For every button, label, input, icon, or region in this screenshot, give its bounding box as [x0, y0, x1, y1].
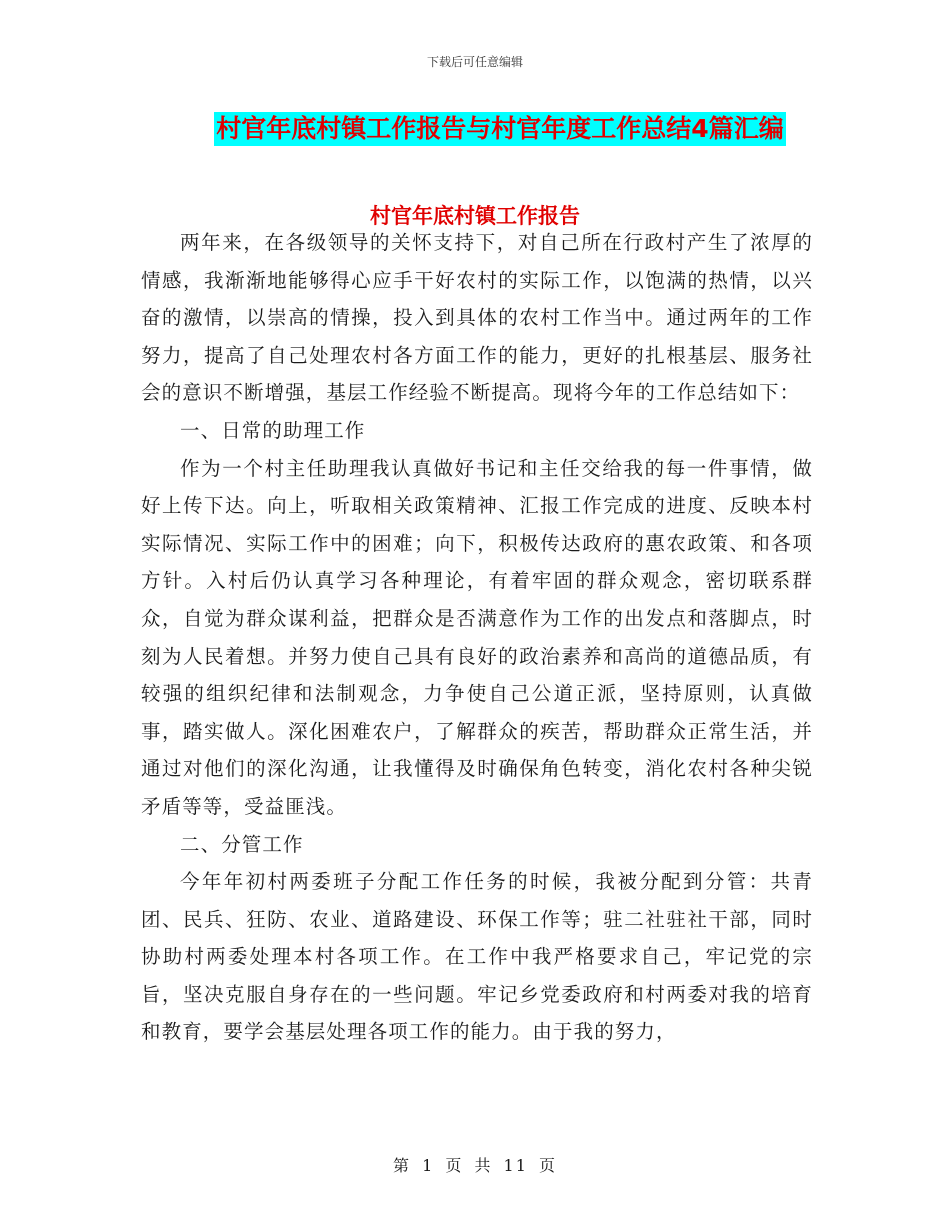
main-title: 村官年底村镇工作报告与村官年度工作总结4篇汇编: [214, 112, 785, 146]
paragraph-daily-work: 作为一个村主任助理我认真做好书记和主任交给我的每一件事情，做好上传下达。向上，听取相关政策精神、汇报工作完成的进度、反映本村实际情况、实际工作中的困难；向下，积极传达政府的惠农政策、和各项方针。入村后仍认真学习各种理论，有着牢固的群众观念，密切联系群众，自觉为群众谋利益，把群众是否满意作为工作的出发点和落脚点，时刻为人民着想。并努力使自己具有良好的政治素养和高尚的道德品质，有较强的组织纪律和法制观念，力争使自己公道正派，坚持原则，认真做事，踏实做人。深化困难农户，了解群众的疾苦，帮助群众正常生活，并通过对他们的深化沟通，让我懂得及时确保角色转变，消化农村各种尖锐矛盾等等，受益匪浅。: [141, 456, 813, 818]
paragraph-managed-work: 今年年初村两委班子分配工作任务的时候，我被分配到分管：共青团、民兵、狂防、农业、道路建设、环保工作等；驻二社驻社干部，同时协助村两委处理本村各项工作。在工作中我严格要求自己，牢记党的宗旨，坚决克服自身存在的一些问题。牢记乡党委政府和村两委对我的培育和教育，要学会基层处理各项工作的能力。由于我的努力，: [141, 870, 813, 1044]
header-note: 下载后可任意编辑: [426, 55, 523, 69]
body-text: [141, 224, 813, 1051]
heading-managed-work: 二、分管工作: [180, 832, 304, 856]
heading-daily-work: 一、日常的助理工作: [180, 418, 366, 442]
page-footer: 第 1 页 共 11 页: [393, 1156, 557, 1175]
main-title-container: [0, 112, 950, 146]
section-title: 村官年底村镇工作报告: [370, 204, 580, 228]
paragraph-intro: 两年来，在各级领导的关怀支持下，对自己所在行政村产生了浓厚的情感，我渐渐地能够得心应手干好农村的实际工作，以饱满的热情，以兴奋的激情，以崇高的情操，投入到具体的农村工作当中。通过两年的工作努力，提高了自己处理农村各方面工作的能力，更好的扎根基层、服务社会的意识不断增强，基层工作经验不断提高。现将今年的工作总结如下：: [141, 231, 813, 405]
